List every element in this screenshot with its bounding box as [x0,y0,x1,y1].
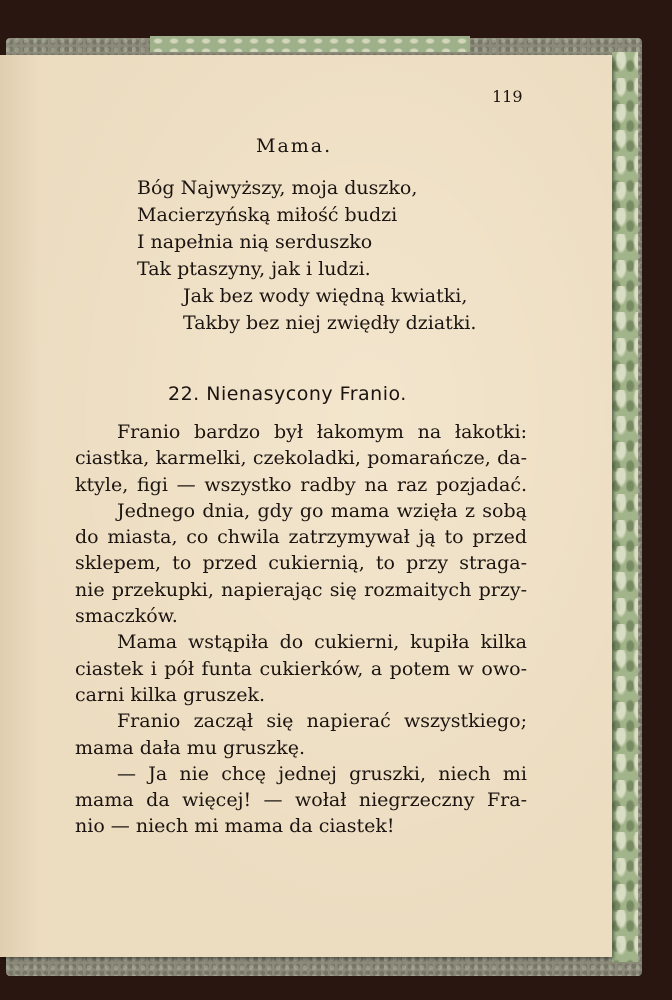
story-line: nie przekupki, napierając się rozmaitych przy- [75,578,527,601]
story-line: nio — niech mi mama da ciastek! [75,815,395,838]
poem-line: Jak bez wody więdną kwiatki, [183,285,468,307]
poem-line: Macierzyńską miłość budzi [137,204,398,226]
story-line: ciastka, karmelki, czekoladki, pomarańcze, da- [75,447,527,470]
poem-line: Bóg Najwyższy, moja duszko, [137,177,418,199]
story-line: smaczków. [75,605,178,628]
story-line: ktyle, figi — wszystko radby na raz pozjadać. [75,473,527,496]
cover-top-edge [150,36,470,52]
story-line: sklepem, to przed cukiernią, to przy straga- [75,552,527,575]
story-title: 22. Nienasycony Franio. [168,383,407,405]
story-line: mama dała mu gruszkę. [75,736,306,759]
poem-line: Tak ptaszyny, jak i ludzi. [137,258,371,280]
poem-line: Takby bez niej zwiędły dziatki. [183,312,477,334]
story-line: do miasta, co chwila zatrzymywał ją to przed [75,526,527,549]
story-line: Franio zaczął się napierać wszystkiego; [117,710,527,733]
page-number: 119 [492,87,523,106]
book-page [0,55,612,957]
story-line: Mama wstąpiła do cukierni, kupiła kilka [117,631,527,654]
story-text [75,421,527,842]
story-line: mama da więcej! — wołał niegrzeczny Fra- [75,789,527,812]
story-line: Jednego dnia, gdy go mama wzięła z sobą [117,499,527,522]
story-line: — Ja nie chcę jednej gruszki, niech mi [117,762,527,785]
story-line: Franio bardzo był łakomym na łakotki: [117,421,527,443]
story-line: ciastek i pół funta cukierków, a potem w owo- [75,657,527,680]
story-line: carni kilka gruszek. [75,683,265,706]
poem-title: Mama. [256,135,333,157]
cover-side-edge [612,52,638,962]
poem [137,177,476,339]
poem-line: I napełnia nią serduszko [137,231,373,253]
